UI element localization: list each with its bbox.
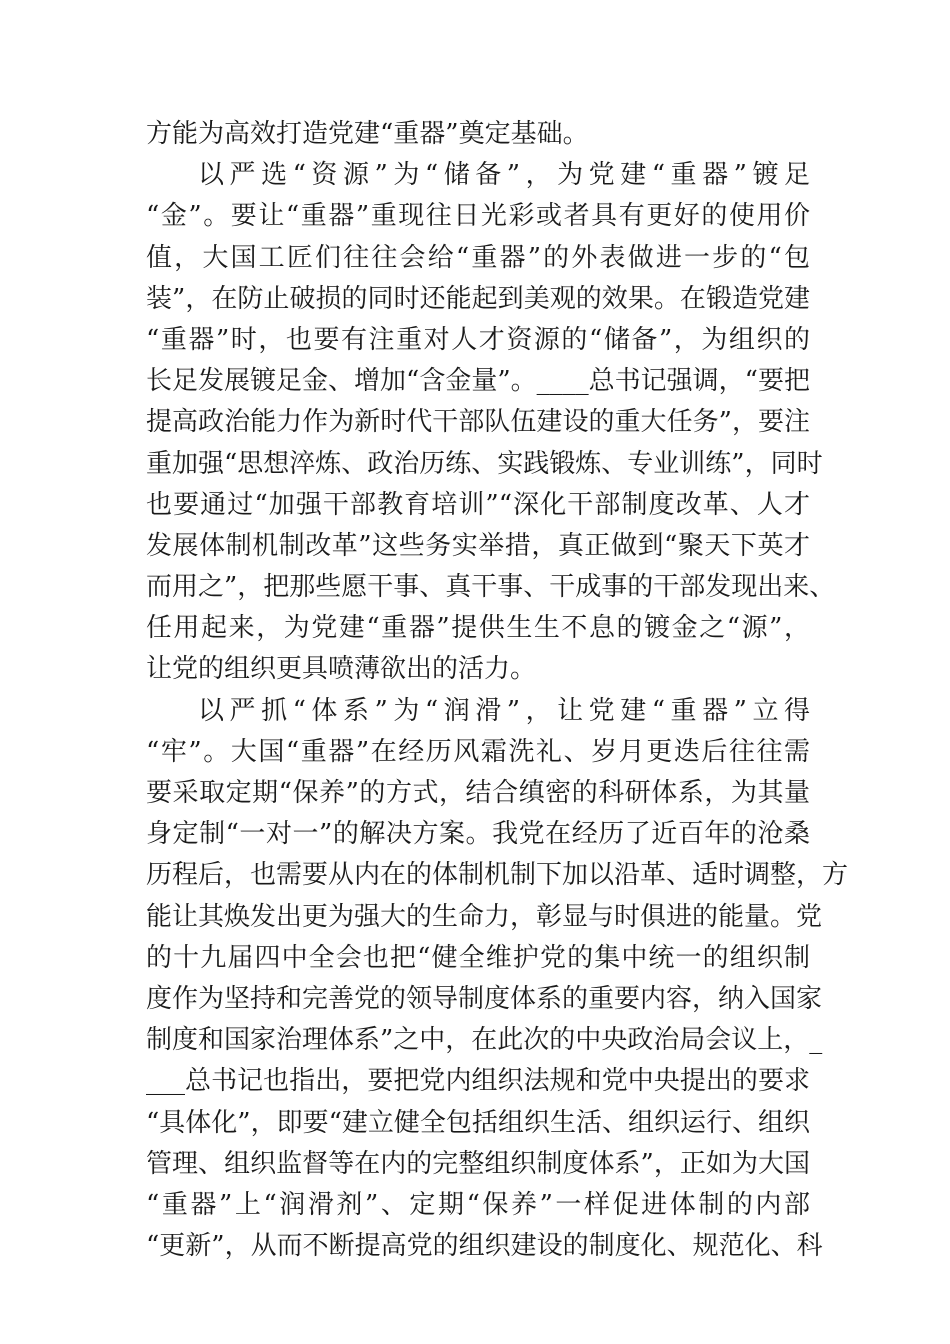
text-line: 管理、组织监督等在内的完整组织制度体系”，正如为大国 xyxy=(146,1148,810,1179)
text-line: “重器”时，也要有注重对人才资源的“储备”，为组织的 xyxy=(146,324,810,355)
text-line: 发展体制机制改革”这些务实举措，真正做到“聚天下英才 xyxy=(146,530,810,561)
text-line: 制度和国家治理体系”之中，在此次的中央政治局会议上，_ xyxy=(146,1025,823,1056)
text-line: “牢”。大国“重器”在经历风霜洗礼、岁月更迭后往往需 xyxy=(146,736,810,767)
text-line: 也要通过“加强干部教育培训”“深化干部制度改革、人才 xyxy=(146,489,810,520)
text-line: 要采取定期“保养”的方式，结合缜密的科研体系，为其量 xyxy=(146,778,810,808)
text-line: “更新”，从而不断提高党的组织建设的制度化、规范化、科 xyxy=(146,1231,823,1262)
text-line: 任用起来，为党建“重器”提供生生不息的镀金之“源”， xyxy=(146,613,810,644)
text-line: 让党的组织更具喷薄欲出的活力。 xyxy=(146,654,537,685)
text-line: ___总书记也指出，要把党内组织法规和党中央提出的要求 xyxy=(146,1066,810,1097)
text-line: 装”，在防止破损的同时还能起到美观的效果。在锻造党建 xyxy=(146,283,810,314)
text-line: 度作为坚持和完善党的领导制度体系的重要内容，纳入国家 xyxy=(146,983,823,1014)
document-body xyxy=(146,114,849,1267)
text-line: “重器”上“润滑剂”、定期“保养”一样促进体制的内部 xyxy=(146,1189,810,1220)
text-line: 长足发展镀足金、增加“含金量”。____总书记强调，“要把 xyxy=(146,366,810,397)
paragraph-first-line: 以严抓“体系”为“润滑”，让党建“重器”立得 xyxy=(198,695,810,726)
text-line: “金”。要让“重器”重现往日光彩或者具有更好的使用价 xyxy=(146,201,810,232)
text-line: 的十九届四中全会也把“健全维护党的集中统一的组织制 xyxy=(146,942,810,973)
text-line: 能让其焕发出更为强大的生命力，彰显与时俱进的能量。党 xyxy=(146,901,823,932)
text-line: 历程后，也需要从内在的体制机制下加以沿革、适时调整，方 xyxy=(146,860,849,891)
paragraph-first-line: 以严选“资源”为“储备”，为党建“重器”镀足 xyxy=(198,160,810,191)
text-line: 提高政治能力作为新时代干部队伍建设的重大任务”，要注 xyxy=(146,407,810,438)
text-line: 重加强“思想淬炼、政治历练、实践锻炼、专业训练”，同时 xyxy=(146,448,823,479)
text-line: 身定制“一对一”的解决方案。我党在经历了近百年的沧桑 xyxy=(146,819,810,850)
text-line: 而用之”，把那些愿干事、真干事、干成事的干部发现出来、 xyxy=(146,572,836,603)
text-line: 方能为高效打造党建“重器”奠定基础。 xyxy=(146,119,589,149)
text-line: “具体化”，即要“建立健全包括组织生活、组织运行、组织 xyxy=(146,1107,810,1138)
text-line: 值，大国工匠们往往会给“重器”的外表做进一步的“包 xyxy=(146,242,810,273)
